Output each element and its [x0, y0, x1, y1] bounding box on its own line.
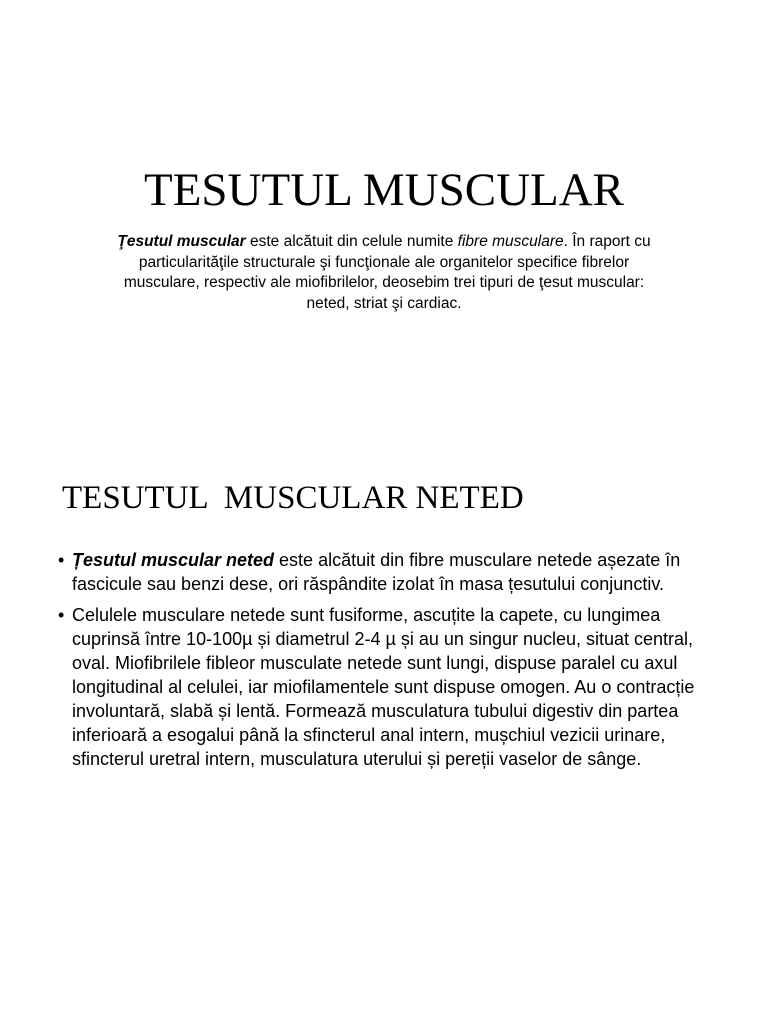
- slide-smooth-muscle: [0, 440, 768, 1024]
- bullet-item: [58, 548, 710, 596]
- intro-term-2: fibre musculare: [457, 233, 564, 250]
- intro-text-2: . În raport cu particularităţile structurale şi funcţionale ale organitelor specifice fibrelor musculare, respectiv ale miofibrilelor, deosebim trei tipuri de ţesut muscular: neted, striat şi cardiac.: [123, 233, 651, 312]
- intro-term: Ţesutul muscular: [117, 233, 246, 250]
- bullet-icon: •: [58, 550, 65, 570]
- bullet-text: Celulele musculare netede sunt fusiforme, ascuțite la capete, cu lungimea cuprinsă între 10-100µ și diametrul 2-4 µ și au un singur nucleu, situat central, oval. Miofibrilele fibleor musculate netede sunt lungi, dispuse paralel cu axul longitudinal al celulei, iar miofilamentele sunt dispuse omogen. Au o contracție involuntară, slabă și lentă. Formează musculatura tubului digestiv din partea inferioară a esogalui până la sfincterul anal intern, mușchiul vezicii urinare, sfincterul uretral intern, musculatura uterului și pereții vaselor de sânge.: [72, 605, 695, 769]
- main-title: TESUTUL MUSCULAR: [143, 164, 625, 216]
- intro-text-1: este alcătuit din celule numite: [245, 233, 458, 250]
- bullet-text: este alcătuit din fibre musculare netede așezate în fascicule sau benzi dese, ori răspândite izolat în masa țesutului conjunctiv.: [72, 550, 681, 594]
- bullet-icon: •: [58, 605, 65, 625]
- bullet-list: [58, 548, 710, 778]
- slide-title: [0, 0, 768, 440]
- intro-paragraph: [110, 232, 658, 314]
- section-title: TESUTUL MUSCULAR NETED: [62, 480, 524, 516]
- bullet-term: Țesutul muscular neted: [72, 550, 275, 570]
- bullet-item: [58, 603, 710, 771]
